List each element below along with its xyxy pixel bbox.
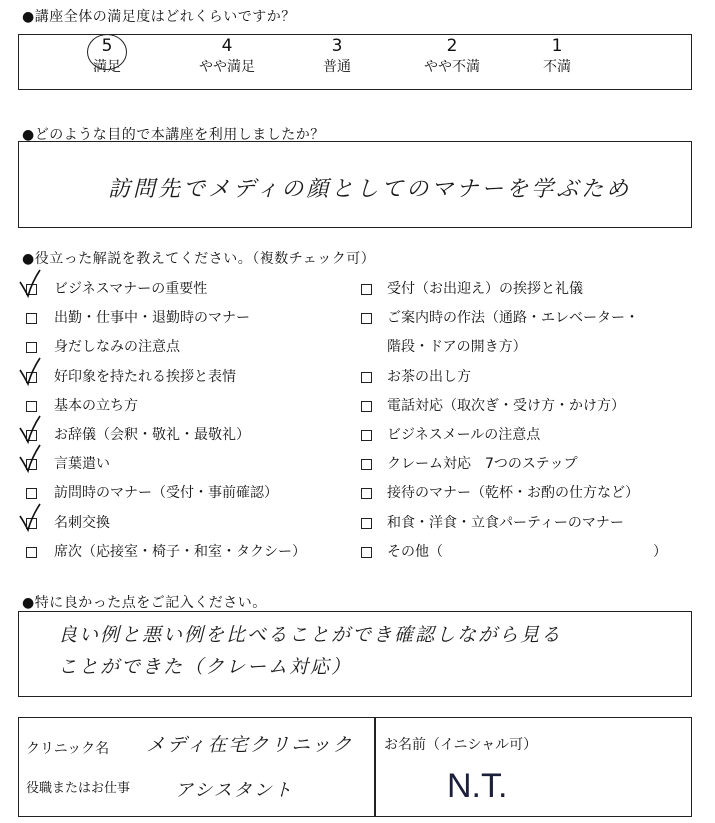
clinic-label: クリニック名 (26, 741, 110, 757)
checkbox-label: 出勤・仕事中・退勤時のマナー (54, 310, 250, 327)
rating-num: 5 (101, 36, 113, 56)
name-label: お名前（イニシャル可） (384, 737, 538, 753)
checkbox[interactable] (26, 547, 37, 558)
clinic-value[interactable]: メディ在宅クリニック (146, 734, 354, 756)
q2-question: ●どのような目的で本講座を利用しましたか？ (22, 127, 325, 143)
rating-option-2[interactable] (407, 36, 497, 76)
checkbox-label: 名刺交換 (54, 514, 110, 531)
checkbox-label: 席次（応接室・椅子・和室・タクシー） (54, 543, 306, 560)
checkmark-icon (18, 414, 46, 444)
checkbox[interactable] (361, 547, 372, 558)
checkmark-icon (18, 356, 46, 386)
checkbox-label: 受付（お出迎え）の挨拶と礼儀 (387, 281, 583, 297)
rating-label: やや満足 (199, 59, 255, 75)
checkbox[interactable] (26, 488, 37, 499)
rating-num: 3 (331, 36, 343, 56)
checkbox[interactable] (26, 313, 37, 324)
footer-divider (374, 717, 376, 817)
checkbox-label: 訪問時のマナー（受付・事前確認） (54, 485, 278, 502)
rating-label: 不満 (543, 59, 571, 75)
checkbox-label: 階段・ドアの開き方） (387, 339, 527, 356)
rating-option-4[interactable] (182, 36, 272, 76)
footer-info-box (18, 717, 692, 817)
checkmark-icon (18, 268, 46, 298)
checkbox-label: ビジネスメールの注意点 (387, 427, 541, 443)
q3-question: ●役立った解説を教えてください。（複数チェック可） (22, 251, 376, 267)
checkbox[interactable] (361, 488, 372, 499)
name-value[interactable]: N.T. (447, 767, 508, 805)
rating-num: 2 (446, 36, 458, 56)
checkbox-label: 和食・洋食・立食パーティーのマナー (387, 514, 624, 531)
checkbox-label: その他（ ） (387, 543, 667, 560)
job-label: 役職またはお仕事 (26, 781, 131, 796)
checkbox[interactable] (361, 284, 372, 295)
checkbox-label: お辞儀（会釈・敬礼・最敬礼） (54, 427, 250, 443)
q4-question: ●特に良かった点をご記入ください。 (22, 595, 267, 611)
checkbox[interactable] (361, 459, 372, 470)
rating-label: 満足 (93, 59, 121, 75)
rating-option-1[interactable] (512, 36, 602, 76)
checkbox[interactable] (26, 401, 37, 412)
checkbox-label: ビジネスマナーの重要性 (54, 281, 208, 297)
rating-option-5[interactable] (62, 36, 152, 76)
rating-option-3[interactable] (292, 36, 382, 76)
checkbox[interactable] (361, 313, 372, 324)
checkbox[interactable] (361, 372, 372, 383)
checkbox-label: 基本の立ち方 (54, 397, 138, 414)
rating-label: やや不満 (424, 59, 480, 75)
rating-num: 4 (221, 36, 233, 56)
checkbox-label: 電話対応（取次ぎ・受け方・かけ方） (387, 397, 625, 414)
rating-label: 普通 (323, 59, 351, 75)
checkbox[interactable] (361, 430, 372, 441)
checkbox-label: 身だしなみの注意点 (54, 339, 180, 356)
checkbox-label: 接待のマナー（乾杯・お酌の仕方など） (387, 485, 639, 502)
checkbox[interactable] (361, 518, 372, 529)
checkbox-label: 好印象を持たれる挨拶と表情 (54, 368, 236, 385)
q1-question: ●講座全体の満足度はどれくらいですか？ (22, 9, 296, 25)
q4-handwritten-line-1: 良い例と悪い例を比べることができ確認しながら見る (58, 624, 563, 646)
q2-handwritten-answer: 訪問先でメディの顔としてのマナーを学ぶため (108, 177, 632, 202)
job-value[interactable]: アシスタント (175, 780, 294, 801)
checkbox-label: クレーム対応 7つのステップ (387, 456, 578, 473)
checkmark-icon (18, 502, 46, 532)
rating-num: 1 (551, 36, 563, 56)
checkmark-icon (18, 443, 46, 473)
checkbox-label: お茶の出し方 (387, 368, 471, 385)
checkbox[interactable] (361, 401, 372, 412)
checkbox[interactable] (26, 342, 37, 353)
checkbox-label: ご案内時の作法（通路・エレベーター・ (387, 310, 639, 327)
q4-handwritten-line-2: ことができた（クレーム対応） (58, 656, 353, 678)
checkbox-label: 言葉遣い (54, 456, 110, 473)
